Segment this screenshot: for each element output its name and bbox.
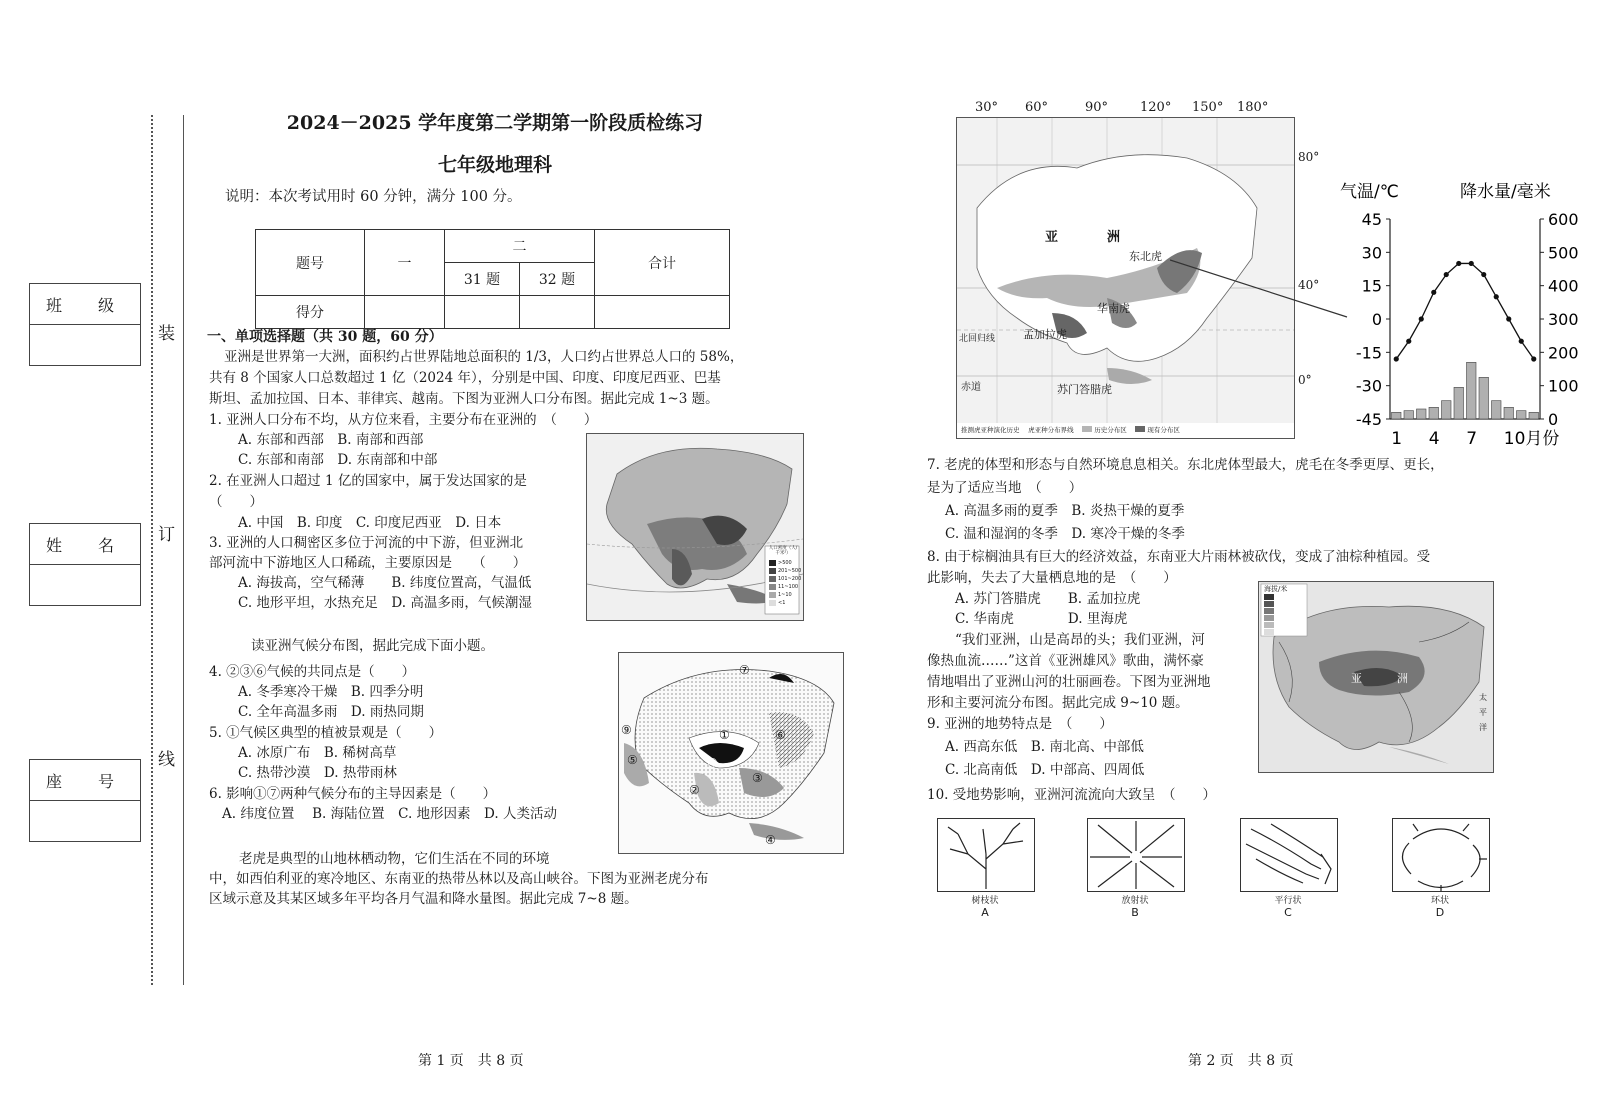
tiger-label-tropic: 北回归线 [959,334,996,344]
lon-180: 180° [1237,100,1269,115]
q7-options-ab: A. 高温多雨的夏季 B. 炎热干燥的夏季 [945,503,1185,519]
temperature-point [1456,261,1461,266]
precip-bar [1442,401,1452,419]
temperature-point [1469,261,1474,266]
poem-line-2: 像热血流……”这首《亚洲雄风》歌曲，满怀豪 [927,653,1204,669]
temperature-point [1481,272,1486,277]
legend-historical: 历史分布区 [1094,426,1127,434]
question-8b: 此影响，失去了大量栖息地的是 （ ） [927,570,1177,586]
tiger-label-huananhu: 华南虎 [1097,302,1130,315]
temperature-point [1494,294,1499,299]
score-col-tihao: 题号 [256,230,365,296]
score-col-total: 合计 [595,230,730,296]
river-c-caption: 平行状 [1274,896,1302,906]
climate-label-3: ③ [752,771,763,785]
river-radial-icon [1087,818,1185,892]
q9-options-cd: C. 北高南低 D. 中部高、四周低 [945,762,1145,778]
asia-climate-map [618,652,844,854]
temperature-line [1396,263,1534,359]
precip-bar [1392,412,1402,419]
climate-label-8: ⑧ [707,756,718,770]
terrain-legend-title: 海拔/米 [1264,585,1288,593]
lon-120: 120° [1140,100,1172,115]
tiger-label-zhou: 洲 [1107,230,1121,245]
lat-0: 0° [1298,373,1312,387]
poem-line-3: 情地唱出了亚洲山河的壮丽画卷。下图为亚洲地 [927,674,1211,690]
lon-90: 90° [1085,100,1109,115]
q5-options-ab: A. 冰原广布 B. 稀树高草 [238,745,397,761]
binding-dotted-line [151,115,153,985]
q9-options-ab: A. 西高东低 B. 南北高、中部低 [945,739,1144,755]
terrain-label-tai: 太 [1479,693,1487,702]
river-a-letter: A [981,906,989,919]
terrain-label-zhou: 洲 [1397,672,1408,685]
climate-label-5: ⑤ [627,753,638,767]
lon-60: 60° [1025,100,1049,115]
score-col-yi: 一 [365,230,445,296]
score-cell-total[interactable] [595,296,730,329]
climate-intro: 读亚洲气候分布图，据此完成下面小题。 [251,638,494,654]
footer-page-2: 第 2 页 共 8 页 [1188,1053,1294,1069]
map-to-chart-line [1170,255,1350,325]
climate-label-4: ④ [765,833,776,847]
question-8a: 8. 由于棕榈油具有巨大的经济效益，东南亚大片雨林被砍伐，变成了油棕种植园。受 [927,549,1431,565]
precip-bar [1529,412,1539,419]
question-10: 10. 受地势影响，亚洲河流流向大致呈 （ ） [927,787,1217,803]
score-cell-yi[interactable] [365,296,445,329]
q4-options-cd: C. 全年高温多雨 D. 雨热同期 [238,704,424,720]
temperature-point [1506,316,1511,321]
poem-line-4: 形和主要河流分布图。据此完成 9~10 题。 [927,695,1189,711]
chart-left-tick-label: -45 [1355,410,1382,429]
score-col-31: 31 题 [445,263,520,296]
climate-label-2: ② [689,783,700,797]
chart-x-tick-label: 10月份 [1503,429,1560,449]
tiger-label-equator: 赤道 [961,382,981,393]
class-field[interactable] [29,283,141,366]
tiger-legend [961,425,1180,434]
lat-80: 80° [1298,150,1320,164]
tiger-label-dongbeihu: 东北虎 [1129,250,1162,263]
precip-bar [1417,409,1427,419]
chart-left-tick-label: 15 [1361,276,1382,296]
river-annular-icon [1392,818,1490,892]
q1-options-ab: A. 东部和西部 B. 南部和西部 [238,432,424,448]
pop-legend-2: 201~500 [778,568,802,574]
asia-terrain-map [1258,581,1494,773]
bind-char-zhuang: 装 [158,324,175,344]
chart-ylabel-left: 气温/℃ [1340,182,1399,202]
q3-options-cd: C. 地形平坦，水热充足 D. 高温多雨，气候潮湿 [238,595,532,611]
q5-options-cd: C. 热带沙漠 D. 热带雨林 [238,765,397,781]
temperature-point [1444,272,1449,277]
name-blank[interactable] [30,565,140,605]
temperature-point [1531,356,1536,361]
river-c-letter: C [1284,906,1292,919]
precip-bar [1504,407,1514,419]
binding-line [183,115,184,985]
legend-current: 现有分布区 [1147,426,1180,434]
pop-legend-5: 1~10 [778,592,792,598]
precip-bar [1517,411,1527,419]
score-cell-31[interactable] [445,296,520,329]
lon-30: 30° [975,100,999,115]
exam-title: 2024－2025 学年度第二学期第一阶段质检练习 [286,112,704,134]
score-row-defen: 得分 [256,296,365,329]
temperature-point [1419,316,1424,321]
chart-right-tick-label: 100 [1548,376,1579,396]
pop-legend-4: 11~100 [778,584,799,590]
river-pattern-c[interactable] [1240,818,1336,919]
q4-options-ab: A. 冬季寒冷干燥 B. 四季分明 [238,684,424,700]
question-5: 5. ①气候区典型的植被景观是（ ） [209,725,443,741]
tiger-label-ya: 亚 [1045,230,1059,245]
river-pattern-b[interactable] [1087,818,1183,919]
score-table [255,229,730,329]
name-label: 姓 名 [30,524,140,565]
chart-ylabel-right: 降水量/毫米 [1460,182,1551,202]
chart-right-tick-label: 500 [1548,243,1579,263]
legend-evolution: 推测虎亚种演化历史 [961,426,1020,434]
climate-label-1: ① [719,728,730,742]
question-4: 4. ②③⑥气候的共同点是（ ） [209,664,416,680]
question-1: 1. 亚洲人口分布不均，从方位来看，主要分布在亚洲的 （ ） [209,412,598,428]
climate-chart [1340,172,1600,457]
class-blank[interactable] [30,325,140,365]
seat-label: 座 号 [30,760,140,801]
pop-legend-1: >500 [778,560,792,566]
poem-line-1: “我们亚洲，山是高昂的头；我们亚洲，河 [955,632,1205,648]
tiger-intro-3: 区域示意及其某区域多年平均各月气温和降水量图。据此完成 7~8 题。 [209,891,638,907]
question-3a: 3. 亚洲的人口稠密区多位于河流的中下游，但亚洲北 [209,535,524,551]
tiger-label-mengjialahu: 孟加拉虎 [1023,328,1067,341]
tiger-map-lon-labels [975,100,1275,116]
bind-char-xian: 线 [158,750,175,770]
intro-line-3: 斯坦、孟加拉国、日本、菲律宾、越南。下图为亚洲人口分布图。据此完成 1~3 题。 [209,391,719,407]
q8-options-cd: C. 华南虎 D. 里海虎 [955,611,1128,627]
question-3b: 部河流中下游地区人口稀疏，主要原因是 （ ） [209,555,527,571]
chart-x-tick-label: 1 [1391,429,1403,449]
river-dendritic-icon [937,818,1035,892]
chart-left-tick-label: 0 [1371,310,1382,329]
precip-bar [1479,377,1489,419]
temperature-point [1406,339,1411,344]
intro-line-2: 共有 8 个国家人口总数超过 1 亿（2024 年），分别是中国、印度、印度尼西亚、巴基 [209,370,721,386]
q3-options-ab: A. 海拔高，空气稀薄 B. 纬度位置高，气温低 [238,575,532,591]
question-9: 9. 亚洲的地势特点是 （ ） [927,716,1113,732]
q7-options-cd: C. 温和湿润的冬季 D. 寒冷干燥的冬季 [945,526,1185,542]
asia-population-map [586,433,804,621]
question-2: 2. 在亚洲人口超过 1 亿的国家中，属于发达国家的是 [209,473,527,489]
chart-right-tick-label: 0 [1548,410,1559,429]
q6-options: A. 纬度位置 B. 海陆位置 C. 地形因素 D. 人类活动 [222,806,557,822]
terrain-label-ping: 平 [1479,708,1487,717]
climate-label-7: ⑦ [739,663,750,677]
tiger-intro-2: 中，如西伯利亚的寒冷地区、东南亚的热带丛林以及高山峡谷。下图为亚洲老虎分布 [209,871,709,887]
chart-right-tick-label: 600 [1548,210,1579,229]
river-d-caption: 环状 [1430,896,1449,906]
lat-40: 40° [1298,278,1320,292]
q1-options-cd: C. 东部和南部 D. 东南部和中部 [238,452,438,468]
climate-label-9: ⑨ [621,723,632,737]
chart-x-tick-label: 4 [1428,429,1440,449]
lon-150: 150° [1192,100,1224,115]
river-pattern-a[interactable] [937,818,1033,919]
chart-left-tick-label: -30 [1355,376,1382,396]
precip-bar [1454,387,1464,419]
intro-line-1: 亚洲是世界第一大洲，面积约占世界陆地总面积的 1/3，人口约占世界总人口的 58%， [224,349,744,365]
footer-page-1: 第 1 页 共 8 页 [418,1053,524,1069]
question-6: 6. 影响①⑦两种气候分布的主导因素是（ ） [209,786,497,802]
river-b-caption: 放射状 [1121,896,1149,906]
q2-options: A. 中国 B. 印度 C. 印度尼西亚 D. 日本 [238,515,502,531]
precip-bar [1467,362,1477,419]
question-7b: 是为了适应当地 （ ） [927,480,1083,496]
score-col-er: 二 [445,230,595,263]
temperature-point [1394,356,1399,361]
seat-blank[interactable] [30,801,140,841]
score-cell-32[interactable] [520,296,595,329]
precip-bar [1492,401,1502,419]
river-pattern-d[interactable] [1392,818,1488,919]
terrain-label-ya: 亚 [1351,672,1362,685]
q8-options-ab: A. 苏门答腊虎 B. 孟加拉虎 [955,591,1141,607]
chart-left-tick-label: 45 [1361,210,1382,229]
chart-left-tick-label: 30 [1361,243,1382,263]
chart-right-tick-label: 400 [1548,276,1579,296]
seat-field[interactable] [29,759,141,842]
climate-label-6: ⑥ [775,728,786,742]
chart-x-tick-label: 7 [1466,429,1478,449]
river-a-caption: 树枝状 [971,896,999,906]
terrain-label-yang: 洋 [1479,723,1487,732]
class-label: 班 级 [30,284,140,325]
pop-legend-title: 人口密度（人/千米²） [768,546,798,556]
precip-bar [1404,411,1414,419]
river-d-letter: D [1435,906,1445,919]
pop-legend-6: <1 [778,600,786,606]
name-field[interactable] [29,523,141,606]
question-7a: 7. 老虎的体型和形态与自然环境息息相关。东北虎体型最大，虎毛在冬季更厚、更长， [927,457,1444,473]
exam-subtitle: 七年级地理科 [437,154,552,176]
q2-paren: （ ） [209,494,263,510]
pop-legend-3: 101~200 [778,576,802,582]
precip-bar [1429,407,1439,419]
bind-char-ding: 订 [158,525,175,545]
pop-legend [769,559,801,607]
score-col-32: 32 题 [520,263,595,296]
section1-heading: 一、单项选择题（共 30 题，60 分） [207,329,443,345]
chart-right-tick-label: 200 [1548,343,1579,363]
temperature-point [1519,339,1524,344]
tiger-label-sumendalahu: 苏门答腊虎 [1057,383,1112,396]
exam-note: 说明：本次考试用时 60 分钟，满分 100 分。 [225,189,522,205]
temperature-point [1431,290,1436,295]
chart-right-tick-label: 300 [1548,310,1579,329]
tiger-intro-1: 老虎是典型的山地林栖动物，它们生活在不同的环境 [239,851,550,867]
chart-left-tick-label: -15 [1355,343,1382,363]
river-b-letter: B [1131,906,1139,919]
river-parallel-icon [1240,818,1338,892]
legend-boundary: 虎亚种分布界线 [1028,426,1074,434]
